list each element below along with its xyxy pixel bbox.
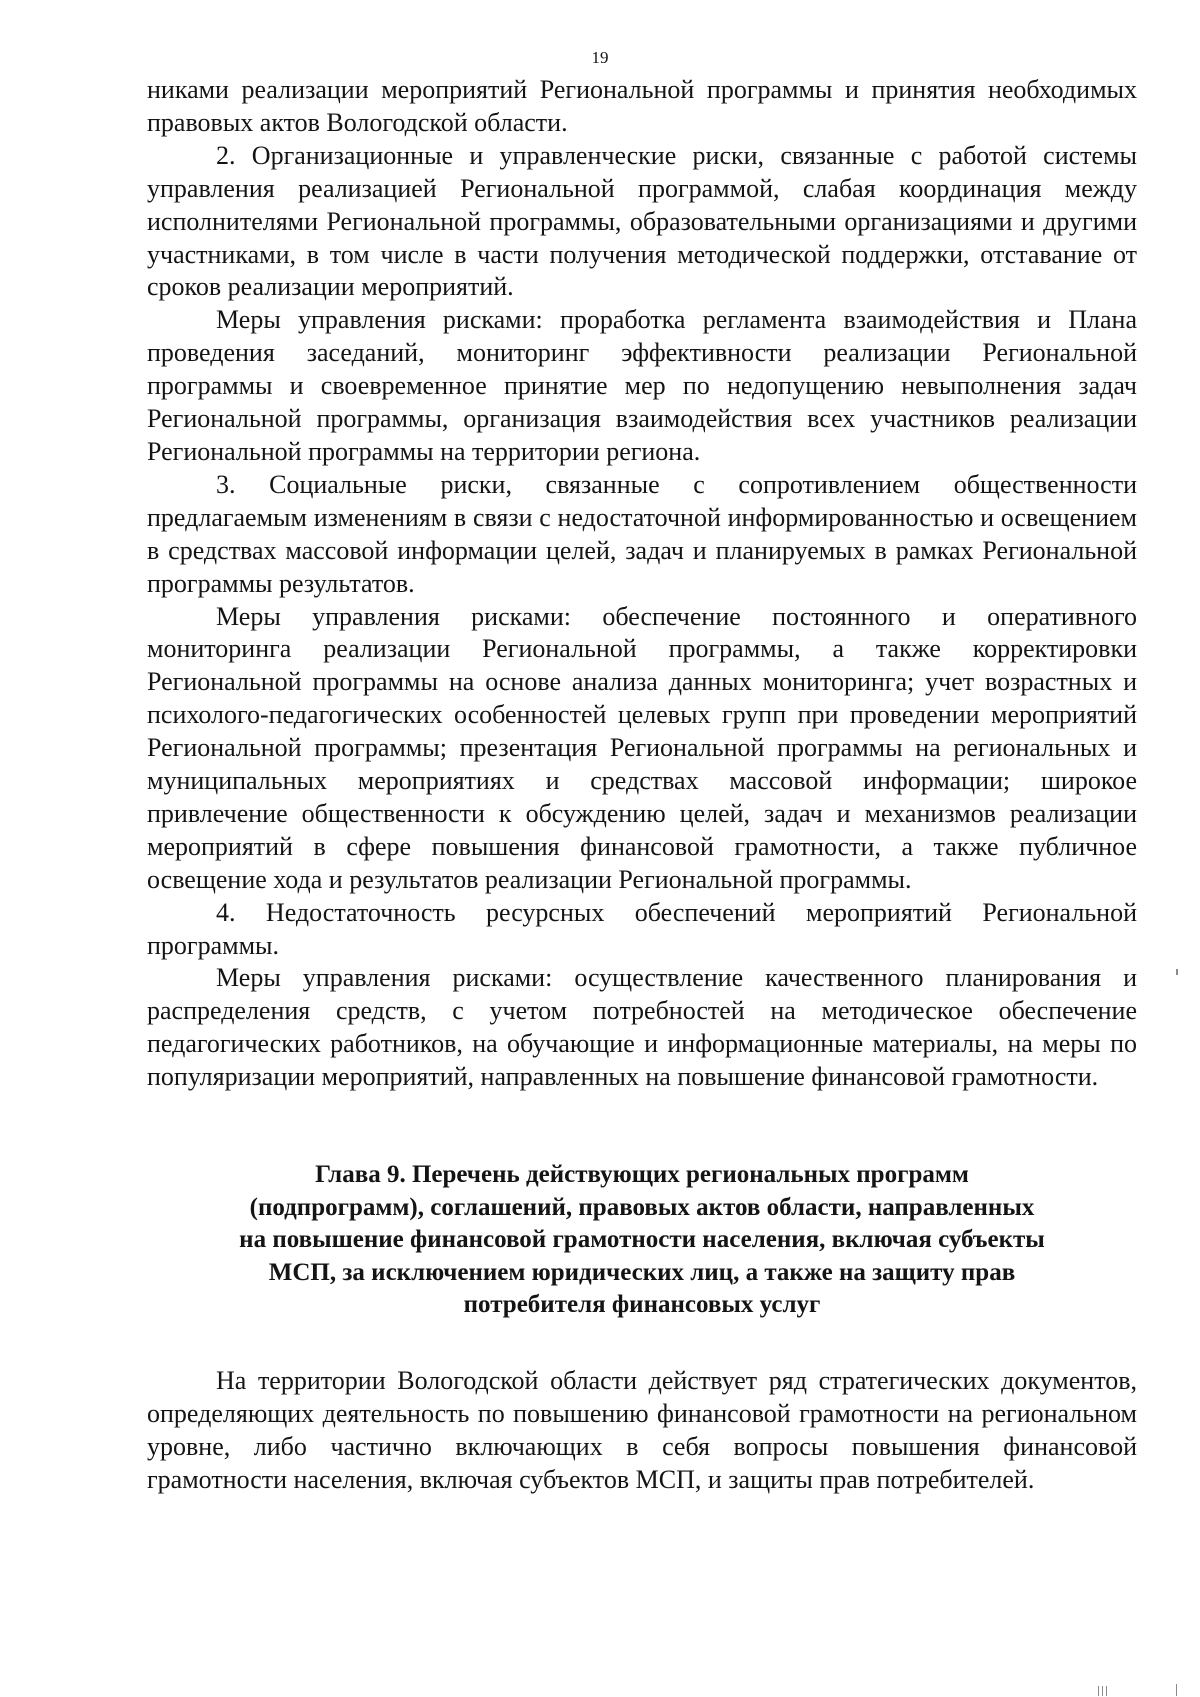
paragraph-social-risks: 3. Социальные риски, связанные с сопротивлением общественности предлагаемым изменениям в связи с недостаточной информированностью и освещением в средствах массовой информации целей, задач и планируемых в рамках Региональной программы результатов. [147, 469, 1137, 598]
chapter-heading [147, 1159, 1137, 1322]
chapter-heading-line: (подпрограмм), соглашений, правовых актов области, направленных [249, 1193, 1035, 1221]
chapter-heading-line: МСП, за исключением юридических лиц, а также на защиту прав [268, 1258, 1016, 1286]
paragraph-intro: На территории Вологодской области действует ряд стратегических документов, определяющих деятельность по повышению финансовой грамотности на региональном уровне, либо частично включающих в себя вопросы повышения финансовой грамотности населения, включая субъектов МСП, и защиты прав потребителей. [147, 1366, 1137, 1494]
page-number: 19 [591, 48, 609, 67]
scan-artifact [1102, 1686, 1103, 1696]
body-text [147, 74, 1137, 1094]
chapter-intro [147, 1365, 1137, 1497]
paragraph-resource-risks: 4. Недостаточность ресурсных обеспечений мероприятий Региональной программы. [147, 897, 1137, 960]
scan-artifact [1176, 1684, 1177, 1696]
chapter-heading-line: потребителя финансовых услуг [463, 1291, 821, 1318]
paragraph-risk-measures-1: Меры управления рисками: проработка регламента взаимодействия и Плана проведения заседаний, мониторинг эффективности реализации Региональной программы и своевременное принятие мер по недопущению невыполнения задач Региональной программы, организация взаимодействия всех участников реализации Региональной программы на территории региона. [147, 305, 1137, 466]
scan-artifact [1098, 1686, 1099, 1696]
scan-artifact [1106, 1686, 1107, 1696]
chapter-heading-line: на повышение финансовой грамотности населения, включая субъекты [239, 1226, 1045, 1253]
paragraph-continuation: никами реализации мероприятий Региональной программы и принятия необходимых правовых актов Вологодской области. [147, 75, 1137, 137]
paragraph-risk-measures-3: Меры управления рисками: осуществление качественного планирования и распределения средств, с учетом потребностей на методическое обеспечение педагогических работников, на обучающие и информационные материалы, на меры по популяризации мероприятий, направленных на повышение финансовой грамотности. [147, 963, 1137, 1092]
scan-artifact [1176, 969, 1178, 975]
paragraph-organizational-risks: 2. Организационные и управленческие риски, связанные с работой системы управления реализацией Региональной программой, слабая координация между исполнителями Региональной программы, образовательными организациями и другими участниками, в том числе в части получения методической поддержки, отставание от сроков реализации мероприятий. [147, 140, 1137, 302]
chapter-heading-line: Глава 9. Перечень действующих региональных программ [315, 1161, 969, 1188]
paragraph-risk-measures-2: Меры управления рисками: обеспечение постоянного и оперативного мониторинга реализации Региональной программы, а также корректировки Региональной программы на основе анализа данных мониторинга; учет возрастных и психолого-педагогических особенностей целевых групп при проведении мероприятий Региональной программы; презентация Региональной программы на региональных и муниципальных мероприятиях и средствах массовой информации; широкое привлечение общественности к обсуждению целей, задач и механизмов реализации мероприятий в сфере повышения финансовой грамотности, а также публичное освещение хода и результатов реализации Региональной программы. [147, 601, 1137, 894]
